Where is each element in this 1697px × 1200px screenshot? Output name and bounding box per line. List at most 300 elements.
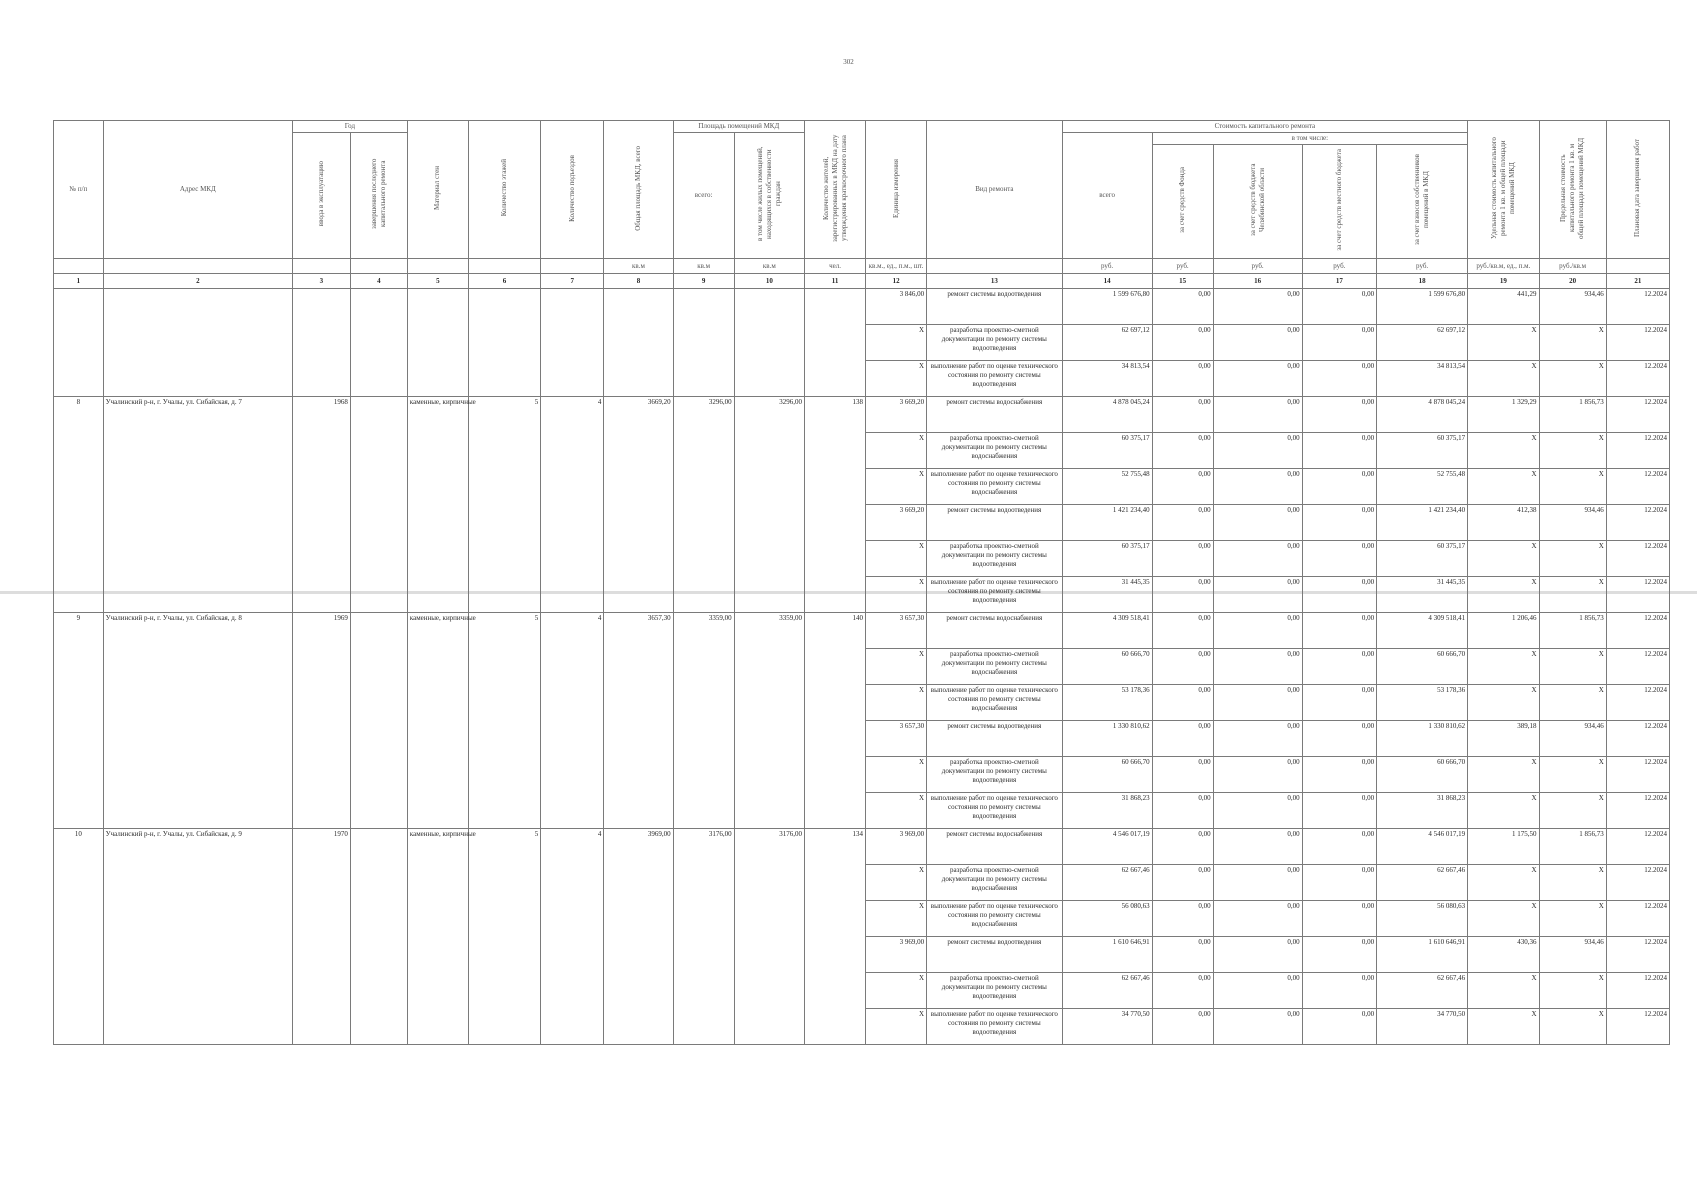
deadline: 12.2024 [1606, 541, 1669, 577]
unit-cell: руб./кв.м [1539, 259, 1606, 274]
max-cost: 934,46 [1539, 505, 1606, 541]
max-cost: X [1539, 361, 1606, 397]
cost-fund: 0,00 [1152, 793, 1213, 829]
cost-fund: 0,00 [1152, 289, 1213, 325]
column-number: 13 [927, 274, 1063, 289]
cost-owners: 1 421 234,40 [1377, 505, 1468, 541]
cost-owners: 1 610 646,91 [1377, 937, 1468, 973]
unit-cost: X [1468, 793, 1539, 829]
column-number: 14 [1062, 274, 1152, 289]
cost-regional: 0,00 [1213, 289, 1302, 325]
header-deadline: Плановая дата завершения работ [1633, 138, 1642, 238]
header-no: № п/п [54, 121, 104, 259]
work-type: ремонт системы водоотведения [927, 289, 1063, 325]
cost-fund: 0,00 [1152, 865, 1213, 901]
cost-owners: 4 546 017,19 [1377, 829, 1468, 865]
unit-cell [292, 259, 350, 274]
work-unit: X [866, 649, 927, 685]
cost-owners: 60 666,70 [1377, 649, 1468, 685]
work-unit: 3 669,20 [866, 397, 927, 433]
unit-cost: X [1468, 757, 1539, 793]
table-header [54, 121, 1670, 289]
max-cost: X [1539, 433, 1606, 469]
building-residents: 134 [805, 829, 866, 1045]
unit-cell [103, 259, 292, 274]
work-type: разработка проектно-сметной документации по ремонту системы водоотведения [927, 973, 1063, 1009]
deadline: 12.2024 [1606, 577, 1669, 613]
building-floors: 5 [468, 613, 540, 829]
work-unit: X [866, 361, 927, 397]
cost-owners: 1 599 676,80 [1377, 289, 1468, 325]
column-number: 21 [1606, 274, 1669, 289]
cost-fund: 0,00 [1152, 433, 1213, 469]
deadline: 12.2024 [1606, 901, 1669, 937]
max-cost: 934,46 [1539, 937, 1606, 973]
deadline: 12.2024 [1606, 289, 1669, 325]
empty-cell [468, 289, 540, 397]
unit-cell: кв.м [604, 259, 673, 274]
cost-regional: 0,00 [1213, 469, 1302, 505]
work-unit: X [866, 793, 927, 829]
cost-fund: 0,00 [1152, 973, 1213, 1009]
work-type: выполнение работ по оценке технического состояния по ремонту системы водоотведения [927, 793, 1063, 829]
building-address: Учалинский р-н, г. Учалы, ул. Сибайская, д. 9 [103, 829, 292, 1045]
work-type: разработка проектно-сметной документации по ремонту системы водоотведения [927, 541, 1063, 577]
max-cost: X [1539, 973, 1606, 1009]
work-type: разработка проектно-сметной документации по ремонту системы водоснабжения [927, 433, 1063, 469]
header-address: Адрес МКД [103, 121, 292, 259]
empty-cell [103, 289, 292, 397]
unit-cost: X [1468, 973, 1539, 1009]
cost-owners: 52 755,48 [1377, 469, 1468, 505]
header-work-type: Вид ремонта [927, 121, 1063, 259]
building-premises-total: 3176,00 [673, 829, 734, 1045]
work-unit: X [866, 433, 927, 469]
unit-cost: X [1468, 541, 1539, 577]
unit-cell: руб./кв.м, ед., п.м. [1468, 259, 1539, 274]
deadline: 12.2024 [1606, 649, 1669, 685]
deadline: 12.2024 [1606, 973, 1669, 1009]
deadline: 12.2024 [1606, 613, 1669, 649]
work-unit: 3 969,00 [866, 829, 927, 865]
building-material: каменные, кирпичные [407, 613, 468, 829]
cost-fund: 0,00 [1152, 757, 1213, 793]
column-number: 7 [541, 274, 604, 289]
column-number: 4 [350, 274, 407, 289]
cost-regional: 0,00 [1213, 901, 1302, 937]
empty-cell [407, 289, 468, 397]
work-type: выполнение работ по оценке технического состояния по ремонту системы водоотведения [927, 1009, 1063, 1045]
deadline: 12.2024 [1606, 757, 1669, 793]
cost-owners: 60 666,70 [1377, 757, 1468, 793]
cost-regional: 0,00 [1213, 793, 1302, 829]
building-total-area: 3657,30 [604, 613, 673, 829]
empty-cell [805, 289, 866, 397]
cost-owners: 31 868,23 [1377, 793, 1468, 829]
column-number: 19 [1468, 274, 1539, 289]
cost-total: 34 813,54 [1062, 361, 1152, 397]
unit-cell [468, 259, 540, 274]
column-number: 16 [1213, 274, 1302, 289]
max-cost: X [1539, 325, 1606, 361]
header-owners: за счет взносов собственников помещений в МКД [1413, 154, 1431, 246]
header-premises-total: всего: [673, 133, 734, 259]
building-total-area: 3669,20 [604, 397, 673, 613]
cost-owners: 62 667,46 [1377, 973, 1468, 1009]
unit-cost: X [1468, 577, 1539, 613]
work-unit: 3 969,00 [866, 937, 927, 973]
work-unit: X [866, 469, 927, 505]
unit-cost: 1 175,50 [1468, 829, 1539, 865]
cost-owners: 31 445,35 [1377, 577, 1468, 613]
work-type: ремонт системы водоотведения [927, 721, 1063, 757]
cost-local: 0,00 [1302, 901, 1376, 937]
building-address: Учалинский р-н, г. Учалы, ул. Сибайская, д. 8 [103, 613, 292, 829]
cost-local: 0,00 [1302, 793, 1376, 829]
cost-regional: 0,00 [1213, 325, 1302, 361]
cost-owners: 34 770,50 [1377, 1009, 1468, 1045]
building-year: 1968 [292, 397, 350, 613]
max-cost: X [1539, 757, 1606, 793]
table-row [54, 613, 1670, 649]
unit-cost: 1 329,29 [1468, 397, 1539, 433]
cost-total: 52 755,48 [1062, 469, 1152, 505]
cost-total: 4 546 017,19 [1062, 829, 1152, 865]
header-total-area: Общая площадь МКД, всего [633, 145, 642, 231]
work-type: разработка проектно-сметной документации по ремонту системы водоотведения [927, 757, 1063, 793]
cost-total: 60 666,70 [1062, 649, 1152, 685]
table-body [54, 289, 1670, 1045]
cost-owners: 53 178,36 [1377, 685, 1468, 721]
deadline: 12.2024 [1606, 433, 1669, 469]
empty-cell [604, 289, 673, 397]
empty-cell [54, 289, 104, 397]
header-year-commission: ввода в эксплуатацию [316, 161, 325, 227]
header-wall-material: Материал стен [433, 166, 442, 210]
building-residents: 138 [805, 397, 866, 613]
cost-local: 0,00 [1302, 505, 1376, 541]
header-regional: за счет средств бюджета Челябинской области [1248, 163, 1266, 237]
building-last-repair [350, 829, 407, 1045]
cost-fund: 0,00 [1152, 325, 1213, 361]
unit-cell [927, 259, 1063, 274]
building-premises-owned: 3296,00 [734, 397, 804, 613]
max-cost: 1 856,73 [1539, 397, 1606, 433]
max-cost: X [1539, 577, 1606, 613]
deadline: 12.2024 [1606, 793, 1669, 829]
cost-regional: 0,00 [1213, 541, 1302, 577]
cost-local: 0,00 [1302, 325, 1376, 361]
cost-local: 0,00 [1302, 829, 1376, 865]
cost-regional: 0,00 [1213, 973, 1302, 1009]
header-cost-total: всего [1062, 133, 1152, 259]
empty-cell [673, 289, 734, 397]
cost-total: 62 667,46 [1062, 865, 1152, 901]
work-type: выполнение работ по оценке технического состояния по ремонту системы водоотведения [927, 577, 1063, 613]
unit-cell: чел. [805, 259, 866, 274]
building-no: 10 [54, 829, 104, 1045]
cost-local: 0,00 [1302, 469, 1376, 505]
work-unit: X [866, 325, 927, 361]
header-cost-group: Стоимость капитального ремонта [1062, 121, 1468, 133]
unit-cost: X [1468, 865, 1539, 901]
deadline: 12.2024 [1606, 325, 1669, 361]
cost-owners: 62 667,46 [1377, 865, 1468, 901]
building-address: Учалинский р-н, г. Учалы, ул. Сибайская, д. 7 [103, 397, 292, 613]
building-premises-total: 3296,00 [673, 397, 734, 613]
deadline: 12.2024 [1606, 829, 1669, 865]
work-unit: X [866, 757, 927, 793]
cost-local: 0,00 [1302, 397, 1376, 433]
max-cost: X [1539, 865, 1606, 901]
header-premises-group: Площадь помещений МКД [673, 121, 804, 133]
cost-regional: 0,00 [1213, 577, 1302, 613]
deadline: 12.2024 [1606, 1009, 1669, 1045]
deadline: 12.2024 [1606, 505, 1669, 541]
cost-regional: 0,00 [1213, 1009, 1302, 1045]
deadline: 12.2024 [1606, 361, 1669, 397]
work-type: ремонт системы водоотведения [927, 505, 1063, 541]
unit-cost: X [1468, 1009, 1539, 1045]
header-incl: в том числе: [1152, 133, 1468, 145]
unit-cost: 389,18 [1468, 721, 1539, 757]
building-material: каменные, кирпичные [407, 397, 468, 613]
unit-cell: руб. [1377, 259, 1468, 274]
building-material: каменные, кирпичные [407, 829, 468, 1045]
cost-total: 53 178,36 [1062, 685, 1152, 721]
unit-cell: кв.м., ед., п.м., шт. [866, 259, 927, 274]
work-unit: 3 846,00 [866, 289, 927, 325]
building-entrances: 4 [541, 397, 604, 613]
table-row [54, 397, 1670, 433]
column-number: 1 [54, 274, 104, 289]
unit-cell: руб. [1152, 259, 1213, 274]
cost-total: 1 599 676,80 [1062, 289, 1152, 325]
cost-total: 1 421 234,40 [1062, 505, 1152, 541]
max-cost: 1 856,73 [1539, 613, 1606, 649]
cost-local: 0,00 [1302, 973, 1376, 1009]
unit-cell: руб. [1062, 259, 1152, 274]
deadline: 12.2024 [1606, 469, 1669, 505]
table-row [54, 829, 1670, 865]
cost-regional: 0,00 [1213, 757, 1302, 793]
building-floors: 5 [468, 397, 540, 613]
header-fund: за счет средств Фонда [1178, 167, 1187, 233]
building-entrances: 4 [541, 613, 604, 829]
column-number: 5 [407, 274, 468, 289]
header-unit: Единица измерения [891, 158, 900, 218]
unit-cell: руб. [1302, 259, 1376, 274]
cost-local: 0,00 [1302, 613, 1376, 649]
cost-fund: 0,00 [1152, 505, 1213, 541]
cost-fund: 0,00 [1152, 1009, 1213, 1045]
cost-owners: 1 330 810,62 [1377, 721, 1468, 757]
cost-total: 4 309 518,41 [1062, 613, 1152, 649]
cost-fund: 0,00 [1152, 721, 1213, 757]
cost-local: 0,00 [1302, 649, 1376, 685]
max-cost: X [1539, 1009, 1606, 1045]
unit-cell: кв.м [734, 259, 804, 274]
cost-total: 31 445,35 [1062, 577, 1152, 613]
cost-regional: 0,00 [1213, 829, 1302, 865]
cost-local: 0,00 [1302, 361, 1376, 397]
deadline: 12.2024 [1606, 685, 1669, 721]
work-unit: X [866, 973, 927, 1009]
cost-total: 56 080,63 [1062, 901, 1152, 937]
cost-total: 62 667,46 [1062, 973, 1152, 1009]
building-premises-total: 3359,00 [673, 613, 734, 829]
unit-cost: X [1468, 469, 1539, 505]
cost-total: 34 770,50 [1062, 1009, 1152, 1045]
cost-total: 31 868,23 [1062, 793, 1152, 829]
cost-regional: 0,00 [1213, 721, 1302, 757]
work-unit: X [866, 1009, 927, 1045]
header-year-group: Год [292, 121, 407, 133]
cost-local: 0,00 [1302, 757, 1376, 793]
deadline: 12.2024 [1606, 937, 1669, 973]
unit-cost: 1 206,46 [1468, 613, 1539, 649]
cost-total: 60 375,17 [1062, 541, 1152, 577]
work-type: разработка проектно-сметной документации по ремонту системы водоотведения [927, 325, 1063, 361]
building-last-repair [350, 613, 407, 829]
cost-regional: 0,00 [1213, 865, 1302, 901]
column-number: 15 [1152, 274, 1213, 289]
work-unit: X [866, 541, 927, 577]
unit-cost: X [1468, 433, 1539, 469]
empty-cell [350, 289, 407, 397]
unit-cost: 441,29 [1468, 289, 1539, 325]
cost-local: 0,00 [1302, 289, 1376, 325]
work-unit: X [866, 685, 927, 721]
cost-fund: 0,00 [1152, 829, 1213, 865]
cost-fund: 0,00 [1152, 649, 1213, 685]
unit-cost: X [1468, 901, 1539, 937]
cost-fund: 0,00 [1152, 541, 1213, 577]
max-cost: X [1539, 541, 1606, 577]
cost-owners: 4 878 045,24 [1377, 397, 1468, 433]
empty-cell [734, 289, 804, 397]
page-number: 302 [843, 58, 854, 66]
column-number: 2 [103, 274, 292, 289]
column-number: 10 [734, 274, 804, 289]
cost-regional: 0,00 [1213, 361, 1302, 397]
column-number: 6 [468, 274, 540, 289]
unit-cell [54, 259, 104, 274]
empty-cell [292, 289, 350, 397]
cost-local: 0,00 [1302, 721, 1376, 757]
unit-cell: руб. [1213, 259, 1302, 274]
cost-regional: 0,00 [1213, 685, 1302, 721]
cost-fund: 0,00 [1152, 937, 1213, 973]
cost-total: 4 878 045,24 [1062, 397, 1152, 433]
cost-owners: 62 697,12 [1377, 325, 1468, 361]
cost-total: 1 330 810,62 [1062, 721, 1152, 757]
column-number: 12 [866, 274, 927, 289]
building-residents: 140 [805, 613, 866, 829]
unit-cost: X [1468, 325, 1539, 361]
building-no: 9 [54, 613, 104, 829]
cost-owners: 60 375,17 [1377, 541, 1468, 577]
column-number: 20 [1539, 274, 1606, 289]
cost-owners: 34 813,54 [1377, 361, 1468, 397]
building-year: 1969 [292, 613, 350, 829]
cost-total: 60 666,70 [1062, 757, 1152, 793]
cost-regional: 0,00 [1213, 937, 1302, 973]
cost-regional: 0,00 [1213, 613, 1302, 649]
cost-fund: 0,00 [1152, 469, 1213, 505]
max-cost: 934,46 [1539, 289, 1606, 325]
cost-local: 0,00 [1302, 577, 1376, 613]
building-entrances: 4 [541, 829, 604, 1045]
work-type: разработка проектно-сметной документации по ремонту системы водоснабжения [927, 649, 1063, 685]
cost-local: 0,00 [1302, 1009, 1376, 1045]
cost-total: 62 697,12 [1062, 325, 1152, 361]
work-type: ремонт системы водоснабжения [927, 613, 1063, 649]
cost-local: 0,00 [1302, 433, 1376, 469]
header-premises-owned: в том числе жилых помещений, находящихся в собственности граждан [755, 146, 782, 242]
column-number: 9 [673, 274, 734, 289]
work-type: ремонт системы водоотведения [927, 937, 1063, 973]
cost-local: 0,00 [1302, 541, 1376, 577]
building-premises-owned: 3359,00 [734, 613, 804, 829]
unit-cell [407, 259, 468, 274]
column-number: 8 [604, 274, 673, 289]
cost-fund: 0,00 [1152, 685, 1213, 721]
cost-local: 0,00 [1302, 865, 1376, 901]
max-cost: 934,46 [1539, 721, 1606, 757]
unit-cell [1606, 259, 1669, 274]
column-number: 18 [1377, 274, 1468, 289]
building-no: 8 [54, 397, 104, 613]
building-total-area: 3969,00 [604, 829, 673, 1045]
cost-owners: 4 309 518,41 [1377, 613, 1468, 649]
unit-cell: кв.м [673, 259, 734, 274]
work-unit: X [866, 577, 927, 613]
header-floors: Количество этажей [500, 159, 509, 217]
work-unit: X [866, 901, 927, 937]
empty-cell [541, 289, 604, 397]
work-type: выполнение работ по оценке технического состояния по ремонту системы водоснабжения [927, 901, 1063, 937]
work-type: ремонт системы водоснабжения [927, 829, 1063, 865]
cost-fund: 0,00 [1152, 577, 1213, 613]
deadline: 12.2024 [1606, 865, 1669, 901]
cost-fund: 0,00 [1152, 901, 1213, 937]
cost-total: 60 375,17 [1062, 433, 1152, 469]
cost-local: 0,00 [1302, 937, 1376, 973]
building-last-repair [350, 397, 407, 613]
max-cost: X [1539, 685, 1606, 721]
cost-fund: 0,00 [1152, 397, 1213, 433]
header-local: за счет средств местного бюджета [1334, 149, 1343, 251]
work-type: выполнение работ по оценке технического состояния по ремонту системы водоснабжения [927, 685, 1063, 721]
building-year: 1970 [292, 829, 350, 1045]
max-cost: X [1539, 649, 1606, 685]
unit-cost: 412,38 [1468, 505, 1539, 541]
unit-cell [541, 259, 604, 274]
header-year-last-repair: завершения последнего капитального ремонта [369, 158, 387, 230]
work-type: выполнение работ по оценке технического состояния по ремонту системы водоотведения [927, 361, 1063, 397]
building-premises-owned: 3176,00 [734, 829, 804, 1045]
work-unit: 3 657,30 [866, 613, 927, 649]
unit-cost: X [1468, 361, 1539, 397]
column-number: 3 [292, 274, 350, 289]
work-unit: 3 669,20 [866, 505, 927, 541]
unit-cost: X [1468, 685, 1539, 721]
unit-cell [350, 259, 407, 274]
building-floors: 5 [468, 829, 540, 1045]
header-unit-cost: Удельная стоимость капитального ремонта 1 кв. м общей площади помещений МКД [1489, 137, 1516, 239]
cost-owners: 60 375,17 [1377, 433, 1468, 469]
